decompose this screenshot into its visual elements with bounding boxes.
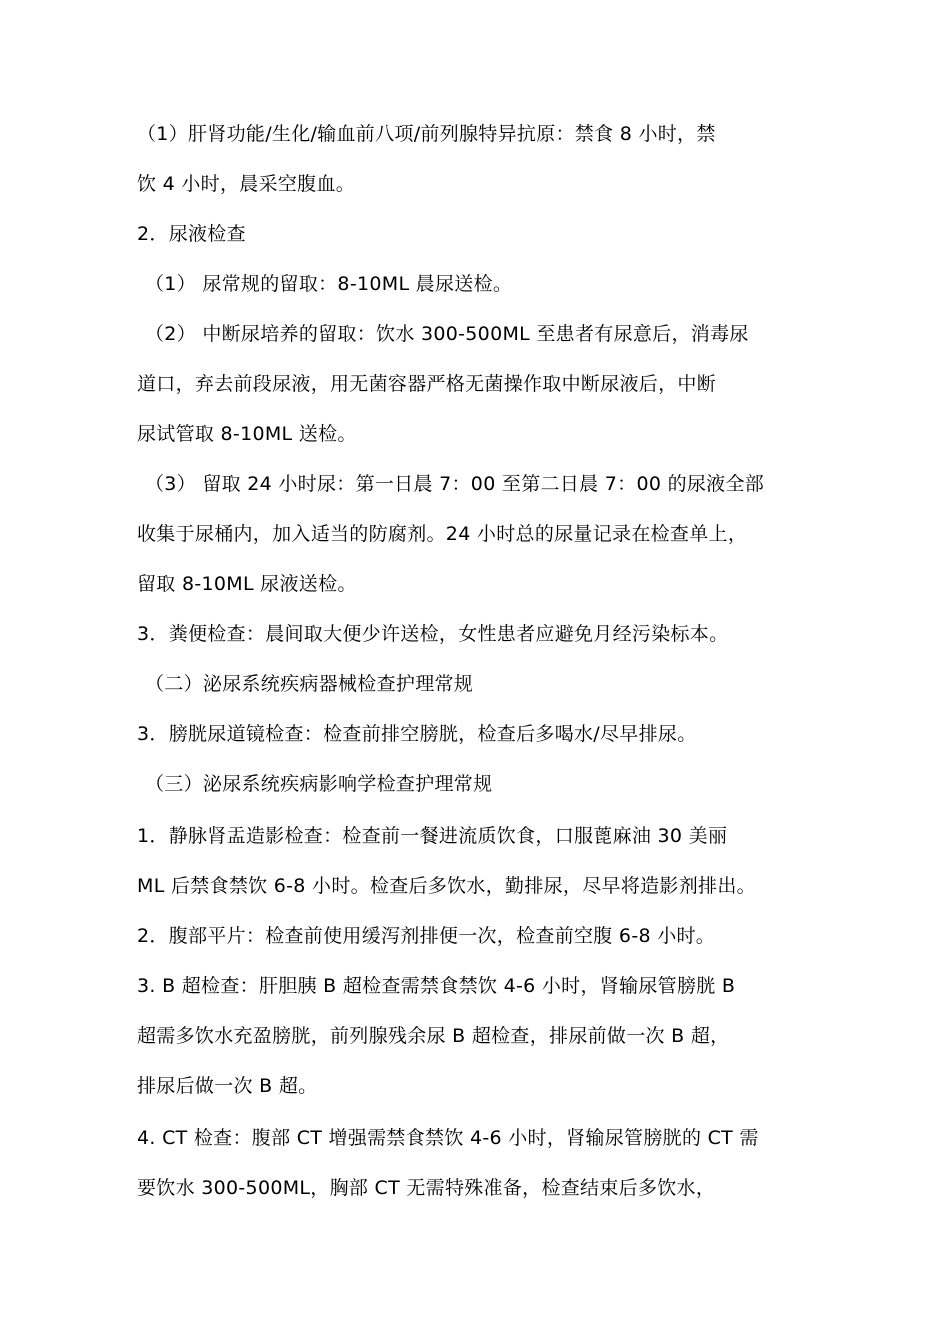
paragraph-line: （1）肝肾功能/生化/输血前八项/前列腺特异抗原：禁食 8 小时，禁 [137,123,716,145]
section-heading: （三）泌尿系统疾病影响学检查护理常规 [145,773,493,795]
paragraph-line: 3．膀胱尿道镜检查：检查前排空膀胱，检查后多喝水/尽早排尿。 [137,723,697,745]
paragraph-line: 道口，弃去前段尿液，用无菌容器严格无菌操作取中断尿液后，中断 [137,373,717,395]
paragraph-line: （2） 中断尿培养的留取：饮水 300-500ML 至患者有尿意后，消毒尿 [145,323,749,345]
paragraph-line: ML 后禁食禁饮 6-8 小时。检查后多饮水，勤排尿，尽早将造影剂排出。 [137,875,756,897]
paragraph-line: 收集于尿桶内，加入适当的防腐剂。24 小时总的尿量记录在检查单上， [137,523,748,545]
paragraph-line: 留取 8-10ML 尿液送检。 [137,573,357,595]
section-heading: （二）泌尿系统疾病器械检查护理常规 [145,673,474,695]
paragraph-line: 饮 4 小时，晨采空腹血。 [137,173,356,195]
paragraph-line: 要饮水 300-500ML，胸部 CT 无需特殊准备，检查结束后多饮水， [137,1177,716,1199]
paragraph-line: 3．粪便检查：晨间取大便少许送检，女性患者应避免月经污染标本。 [137,623,729,645]
paragraph-line: （1） 尿常规的留取：8-10ML 晨尿送检。 [145,273,513,295]
paragraph-line: 尿试管取 8-10ML 送检。 [137,423,357,445]
paragraph-line: 排尿后做一次 B 超。 [137,1075,318,1097]
section-heading: 2．尿液检查 [137,223,246,245]
paragraph-line: 1．静脉肾盂造影检查：检查前一餐进流质饮食，口服蓖麻油 30 美丽 [137,825,728,847]
paragraph-line: 2．腹部平片：检查前使用缓泻剂排便一次，检查前空腹 6-8 小时。 [137,925,716,947]
paragraph-line: 4. CT 检查：腹部 CT 增强需禁食禁饮 4-6 小时，肾输尿管膀胱的 CT 需 [137,1127,759,1149]
paragraph-line: 超需多饮水充盈膀胱，前列腺残余尿 B 超检查，排尿前做一次 B 超， [137,1025,730,1047]
paragraph-line: 3. B 超检查：肝胆胰 B 超检查需禁食禁饮 4-6 小时，肾输尿管膀胱 B [137,975,736,997]
paragraph-line: （3） 留取 24 小时尿：第一日晨 7：00 至第二日晨 7：00 的尿液全部 [145,473,765,495]
